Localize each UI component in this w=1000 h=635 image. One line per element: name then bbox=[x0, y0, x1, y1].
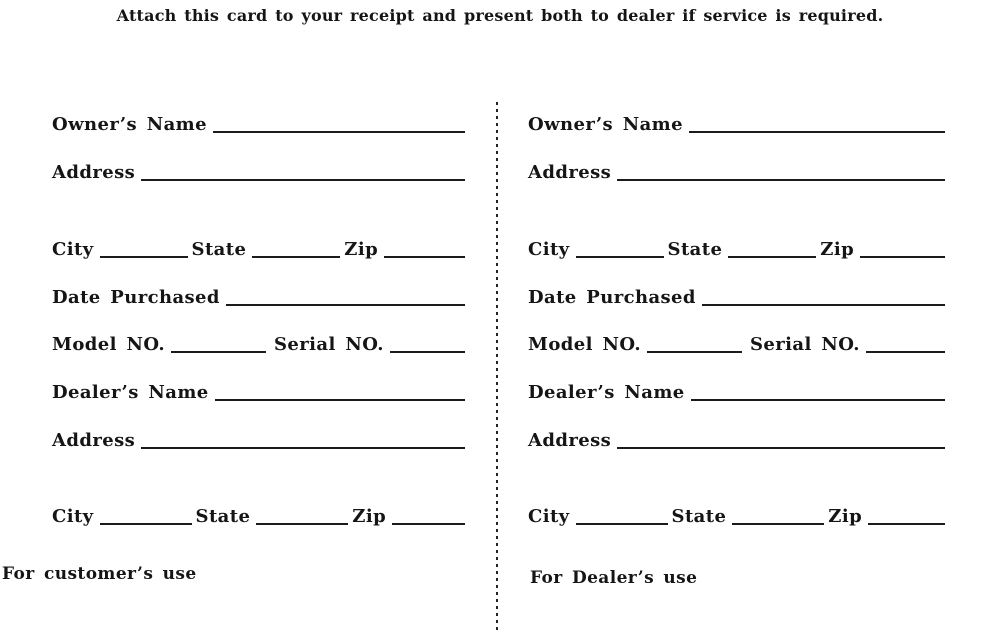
zip-label: Zip bbox=[828, 506, 863, 527]
customer-card bbox=[52, 0, 465, 635]
state-label: State bbox=[195, 506, 251, 527]
state-fill-line bbox=[256, 511, 348, 525]
city-label: City bbox=[52, 506, 94, 527]
model-no-fill-line bbox=[647, 339, 742, 353]
dealer-address-row bbox=[528, 426, 945, 451]
date-purchased-row bbox=[52, 283, 465, 308]
dealer-name-fill-line bbox=[215, 387, 465, 401]
dealer-address-label: Address bbox=[528, 430, 612, 451]
state-fill-line bbox=[732, 511, 824, 525]
serial-no-fill-line bbox=[866, 339, 945, 353]
owner-name-label: Owner’s Name bbox=[528, 114, 683, 135]
address-label: Address bbox=[528, 162, 612, 183]
city-state-zip-row bbox=[528, 235, 945, 260]
state-fill-line bbox=[252, 244, 340, 258]
model-no-label: Model NO. bbox=[52, 334, 166, 355]
address-fill-line bbox=[617, 167, 945, 181]
state-label: State bbox=[191, 239, 247, 260]
zip-fill-line bbox=[384, 244, 465, 258]
model-no-label: Model NO. bbox=[528, 334, 642, 355]
state-label: State bbox=[671, 506, 727, 527]
dealer-city-state-zip-row bbox=[52, 502, 465, 527]
date-purchased-fill-line bbox=[226, 292, 465, 306]
zip-label: Zip bbox=[820, 239, 855, 260]
dealer-address-fill-line bbox=[141, 435, 465, 449]
zip-fill-line bbox=[392, 511, 465, 525]
address-row bbox=[52, 158, 465, 183]
model-serial-row bbox=[52, 330, 465, 355]
state-label: State bbox=[667, 239, 723, 260]
dealer-address-label: Address bbox=[52, 430, 136, 451]
for-customer-use-note: For customer’s use bbox=[2, 564, 197, 584]
dealer-name-row bbox=[52, 378, 465, 403]
model-no-fill-line bbox=[171, 339, 266, 353]
city-fill-line bbox=[576, 244, 664, 258]
dealer-card bbox=[528, 0, 945, 635]
zip-fill-line bbox=[868, 511, 945, 525]
model-serial-row bbox=[528, 330, 945, 355]
attach-instruction-text: Attach this card to your receipt and present both to dealer if service is required. bbox=[116, 6, 884, 25]
zip-label: Zip bbox=[352, 506, 387, 527]
zip-label: Zip bbox=[344, 239, 379, 260]
dotted-divider-line bbox=[496, 102, 498, 633]
city-fill-line bbox=[576, 511, 668, 525]
owner-name-label: Owner’s Name bbox=[52, 114, 207, 135]
dealer-name-fill-line bbox=[691, 387, 945, 401]
date-purchased-label: Date Purchased bbox=[528, 287, 696, 308]
date-purchased-label: Date Purchased bbox=[52, 287, 220, 308]
city-label: City bbox=[528, 239, 570, 260]
address-label: Address bbox=[52, 162, 136, 183]
owner-name-fill-line bbox=[689, 119, 945, 133]
state-fill-line bbox=[728, 244, 816, 258]
dealer-name-label: Dealer’s Name bbox=[52, 382, 209, 403]
city-label: City bbox=[52, 239, 94, 260]
address-row bbox=[528, 158, 945, 183]
dealer-address-fill-line bbox=[617, 435, 945, 449]
city-state-zip-row bbox=[52, 235, 465, 260]
for-dealer-use-note: For Dealer’s use bbox=[530, 568, 698, 588]
serial-no-label: Serial NO. bbox=[750, 334, 860, 355]
address-fill-line bbox=[141, 167, 465, 181]
dealer-address-row bbox=[52, 426, 465, 451]
zip-fill-line bbox=[860, 244, 945, 258]
owner-name-row bbox=[528, 110, 945, 135]
dealer-name-row bbox=[528, 378, 945, 403]
owner-name-row bbox=[52, 110, 465, 135]
date-purchased-fill-line bbox=[702, 292, 945, 306]
city-label: City bbox=[528, 506, 570, 527]
serial-no-label: Serial NO. bbox=[274, 334, 384, 355]
city-fill-line bbox=[100, 511, 192, 525]
city-fill-line bbox=[100, 244, 188, 258]
date-purchased-row bbox=[528, 283, 945, 308]
owner-name-fill-line bbox=[213, 119, 465, 133]
dealer-name-label: Dealer’s Name bbox=[528, 382, 685, 403]
serial-no-fill-line bbox=[390, 339, 465, 353]
dealer-city-state-zip-row bbox=[528, 502, 945, 527]
